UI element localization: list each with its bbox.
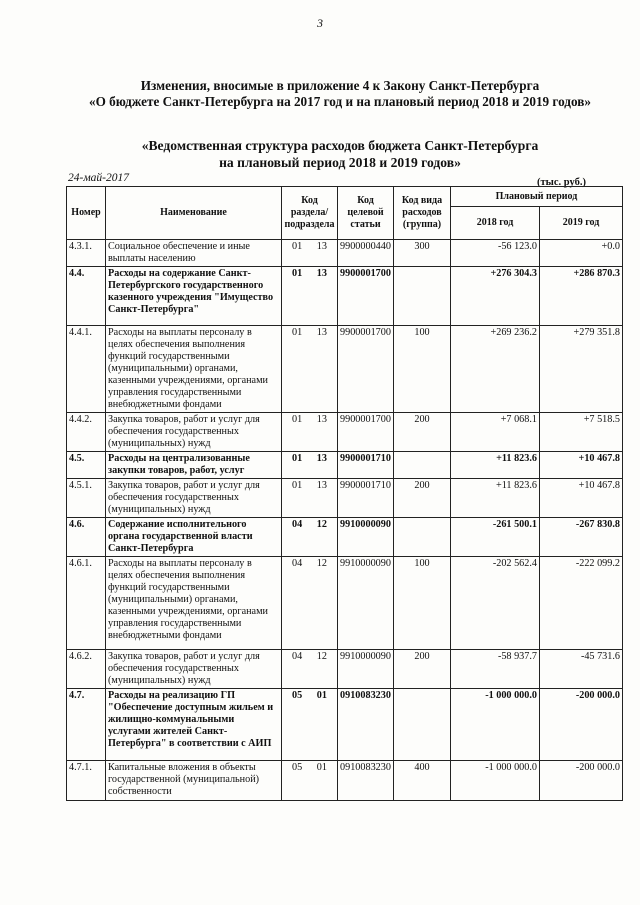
header-2019: 2019 год xyxy=(540,207,623,240)
row-article-code: 9900001700 xyxy=(338,267,394,326)
row-expense-type xyxy=(394,267,451,326)
table-row xyxy=(67,479,623,518)
title-line-2: «О бюджете Санкт-Петербурга на 2017 год и на плановый период 2018 и 2019 годов» xyxy=(89,94,591,109)
page-number: 3 xyxy=(317,16,323,30)
row-number: 4.7.1. xyxy=(67,761,106,801)
table-title xyxy=(80,137,600,171)
table-row xyxy=(67,518,623,557)
row-expense-type: 200 xyxy=(394,650,451,689)
row-value-2018: -1 000 000.0 xyxy=(451,761,540,801)
table-row xyxy=(67,557,623,650)
row-name: Расходы на содержание Санкт-Петербургского государственного казенного учреждения "Имущество Санкт-Петербурга" xyxy=(106,267,282,326)
row-number: 4.3.1. xyxy=(67,240,106,267)
row-number: 4.4. xyxy=(67,267,106,326)
row-section-code: 04 12 xyxy=(282,557,338,650)
row-value-2018: +269 236.2 xyxy=(451,326,540,413)
row-expense-type: 200 xyxy=(394,479,451,518)
row-name: Расходы на выплаты персоналу в целях обеспечения выполнения функций государственными (муниципальными) органами, казенными учреждениями, органами управления государственными внебюджетными фондами xyxy=(106,557,282,650)
row-article-code: 9910000090 xyxy=(338,518,394,557)
row-article-code: 9910000090 xyxy=(338,557,394,650)
row-section-code: 05 01 xyxy=(282,761,338,801)
row-section-code: 01 13 xyxy=(282,240,338,267)
row-value-2018: +7 068.1 xyxy=(451,413,540,452)
row-article-code: 9900001710 xyxy=(338,452,394,479)
row-name: Закупка товаров, работ и услуг для обеспечения государственных (муниципальных) нужд xyxy=(106,479,282,518)
row-number: 4.7. xyxy=(67,689,106,761)
table-row xyxy=(67,650,623,689)
row-section-code: 01 13 xyxy=(282,413,338,452)
header-section: Код раздела/ подраздела xyxy=(282,187,338,240)
row-expense-type xyxy=(394,518,451,557)
row-value-2018: +276 304.3 xyxy=(451,267,540,326)
row-number: 4.5. xyxy=(67,452,106,479)
row-name: Расходы на реализацию ГП "Обеспечение доступным жильем и жилищно-коммунальными услугами жителей Санкт-Петербурга" в соответствии с АИП xyxy=(106,689,282,761)
table-row xyxy=(67,267,623,326)
row-name: Закупка товаров, работ и услуг для обеспечения государственных (муниципальных) нужд xyxy=(106,650,282,689)
document-date: 24-май-2017 xyxy=(68,172,129,184)
row-section-code: 01 13 xyxy=(282,479,338,518)
row-value-2019: +0.0 xyxy=(540,240,623,267)
row-number: 4.4.1. xyxy=(67,326,106,413)
table-row xyxy=(67,761,623,801)
units-label: (тыс. руб.) xyxy=(537,177,586,188)
row-number: 4.5.1. xyxy=(67,479,106,518)
row-article-code: 9900000440 xyxy=(338,240,394,267)
row-value-2019: -200 000.0 xyxy=(540,761,623,801)
row-value-2019: +279 351.8 xyxy=(540,326,623,413)
row-value-2018: +11 823.6 xyxy=(451,452,540,479)
row-name: Закупка товаров, работ и услуг для обеспечения государственных (муниципальных) нужд xyxy=(106,413,282,452)
row-article-code: 0910083230 xyxy=(338,689,394,761)
subtitle-line-1: «Ведомственная структура расходов бюджета Санкт-Петербурга xyxy=(141,138,539,153)
row-expense-type: 400 xyxy=(394,761,451,801)
row-section-code: 05 01 xyxy=(282,689,338,761)
row-section-code: 01 13 xyxy=(282,326,338,413)
subtitle-line-2: на плановый период 2018 и 2019 годов» xyxy=(219,155,461,170)
row-name: Расходы на централизованные закупки товаров, работ, услуг xyxy=(106,452,282,479)
table-row xyxy=(67,689,623,761)
row-article-code: 9900001710 xyxy=(338,479,394,518)
row-expense-type: 200 xyxy=(394,413,451,452)
row-value-2019: +286 870.3 xyxy=(540,267,623,326)
row-section-code: 01 13 xyxy=(282,452,338,479)
row-expense-type: 300 xyxy=(394,240,451,267)
row-name: Капитальные вложения в объекты государственной (муниципальной) собственности xyxy=(106,761,282,801)
row-value-2019: +7 518.5 xyxy=(540,413,623,452)
title-line-1: Изменения, вносимые в приложение 4 к Закону Санкт-Петербурга xyxy=(140,78,540,93)
row-article-code: 0910083230 xyxy=(338,761,394,801)
header-name: Наименование xyxy=(106,187,282,240)
table-row xyxy=(67,240,623,267)
row-value-2018: -261 500.1 xyxy=(451,518,540,557)
row-number: 4.4.2. xyxy=(67,413,106,452)
row-section-code: 01 13 xyxy=(282,267,338,326)
row-expense-type: 100 xyxy=(394,557,451,650)
row-value-2018: +11 823.6 xyxy=(451,479,540,518)
row-section-code: 04 12 xyxy=(282,650,338,689)
table-row xyxy=(67,413,623,452)
document-title xyxy=(60,78,620,110)
row-number: 4.6. xyxy=(67,518,106,557)
header-number: Номер xyxy=(67,187,106,240)
header-article: Код целевой статьи xyxy=(338,187,394,240)
row-name: Социальное обеспечение и иные выплаты населению xyxy=(106,240,282,267)
budget-table xyxy=(66,186,623,801)
row-value-2019: -45 731.6 xyxy=(540,650,623,689)
row-name: Содержание исполнительного органа государственной власти Санкт-Петербурга xyxy=(106,518,282,557)
row-number: 4.6.1. xyxy=(67,557,106,650)
row-value-2018: -58 937.7 xyxy=(451,650,540,689)
table-row xyxy=(67,326,623,413)
row-value-2018: -1 000 000.0 xyxy=(451,689,540,761)
header-2018: 2018 год xyxy=(451,207,540,240)
row-article-code: 9900001700 xyxy=(338,326,394,413)
row-value-2019: -222 099.2 xyxy=(540,557,623,650)
row-name: Расходы на выплаты персоналу в целях обеспечения выполнения функций государственными (муниципальными) органами, казенными учреждениями, органами управления государственными внебюджетными фондами xyxy=(106,326,282,413)
row-value-2019: +10 467.8 xyxy=(540,479,623,518)
header-planned-period: Плановый период xyxy=(451,187,623,207)
row-expense-type xyxy=(394,452,451,479)
header-expense-type: Код вида расходов (группа) xyxy=(394,187,451,240)
row-number: 4.6.2. xyxy=(67,650,106,689)
row-article-code: 9900001700 xyxy=(338,413,394,452)
row-expense-type: 100 xyxy=(394,326,451,413)
row-value-2019: -267 830.8 xyxy=(540,518,623,557)
row-section-code: 04 12 xyxy=(282,518,338,557)
row-expense-type xyxy=(394,689,451,761)
row-value-2018: -202 562.4 xyxy=(451,557,540,650)
row-value-2019: -200 000.0 xyxy=(540,689,623,761)
row-article-code: 9910000090 xyxy=(338,650,394,689)
row-value-2019: +10 467.8 xyxy=(540,452,623,479)
table-row xyxy=(67,452,623,479)
table-body xyxy=(67,240,623,801)
row-value-2018: -56 123.0 xyxy=(451,240,540,267)
